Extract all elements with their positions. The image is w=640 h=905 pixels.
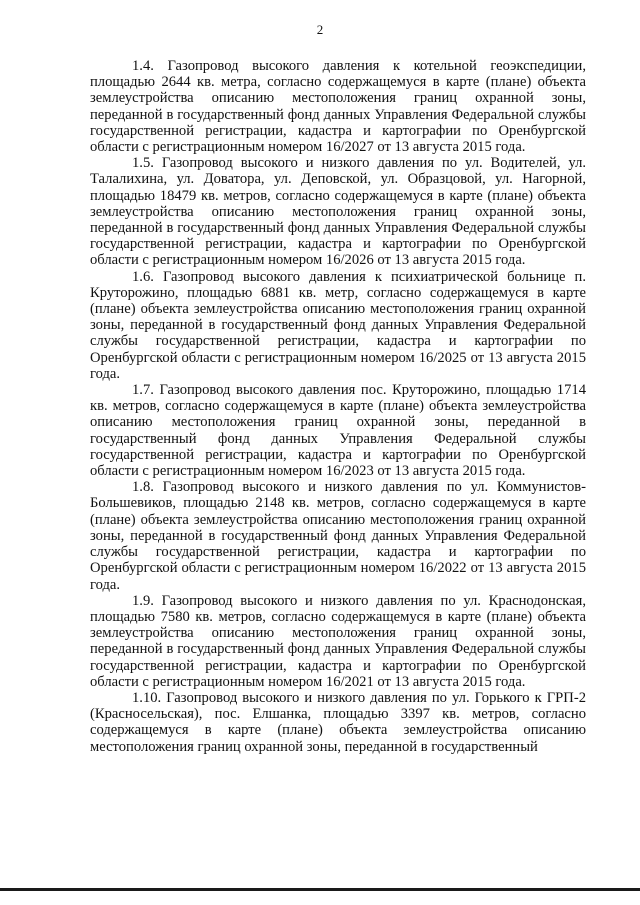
page-bottom-rule [0,888,640,891]
paragraph-1-6: 1.6. Газопровод высокого давления к психиатрической больнице п. Круторожино, площадью 6881 кв. метр, согласно содержащемуся в карте (плане) объекта землеустройства описанию местоположения границ охранной зоны, переданной в государственный фонд данных Управления Федеральной службы государственной регистрации, кадастра и картографии по Оренбургской области с регистрационным номером 16/2025 от 13 августа 2015 года. [90,268,586,382]
paragraph-1-4: 1.4. Газопровод высокого давления к котельной геоэкспедиции, площадью 2644 кв. метра, согласно содержащемуся в карте (плане) объекта землеустройства описанию местоположения границ охранной зоны, переданной в государственный фонд данных Управления Федеральной службы государственной регистрации, кадастра и картографии по Оренбургской области с регистрационным номером 16/2027 от 13 августа 2015 года. [90,58,586,156]
paragraph-1-5: 1.5. Газопровод высокого и низкого давления по ул. Водителей, ул. Талалихина, ул. Доватора, ул. Деповской, ул. Образцовой, ул. Нагорной, площадью 18479 кв. метров, согласно содержащемуся в карте (плане) объекта землеустройства описанию местоположения границ охранной зоны, переданной в государственный фонд данных Управления Федеральной службы государственной регистрации, кадастра и картографии по Оренбургской области с регистрационным номером 16/2026 от 13 августа 2015 года. [90,155,586,269]
paragraph-1-8: 1.8. Газопровод высокого и низкого давления по ул. Коммунистов-Большевиков, площадью 2148 кв. метров, согласно содержащемуся в карте (плане) объекта землеустройства описанию местоположения границ охранной зоны, переданной в государственный фонд данных Управления Федеральной службы государственной регистрации, кадастра и картографии по Оренбургской области с регистрационным номером 16/2022 от 13 августа 2015 года. [90,479,586,593]
page-number: 2 [316,22,324,37]
document-body [90,58,586,755]
paragraph-1-9: 1.9. Газопровод высокого и низкого давления по ул. Краснодонская, площадью 7580 кв. метров, согласно содержащемуся в карте (плане) объекта землеустройства описанию местоположения границ охранной зоны, переданной в государственный фонд данных Управления Федеральной службы государственной регистрации, кадастра и картографии по Оренбургской области с регистрационным номером 16/2021 от 13 августа 2015 года. [90,592,586,690]
paragraph-1-10: 1.10. Газопровод высокого и низкого давления по ул. Горького к ГРП-2 (Красносельская), пос. Елшанка, площадью 3397 кв. метров, согласно содержащемуся в карте (плане) объекта землеустройства описанию местоположения границ охранной зоны, переданной в государственный [90,689,586,755]
paragraph-1-7: 1.7. Газопровод высокого давления пос. Круторожино, площадью 1714 кв. метров, согласно содержащемуся в карте (плане) объекта землеустройства описанию местоположения границ охранной зоны, переданной в государственный фонд данных Управления Федеральной службы государственной регистрации, кадастра и картографии по Оренбургской области с регистрационным номером 16/2023 от 13 августа 2015 года. [90,382,586,480]
